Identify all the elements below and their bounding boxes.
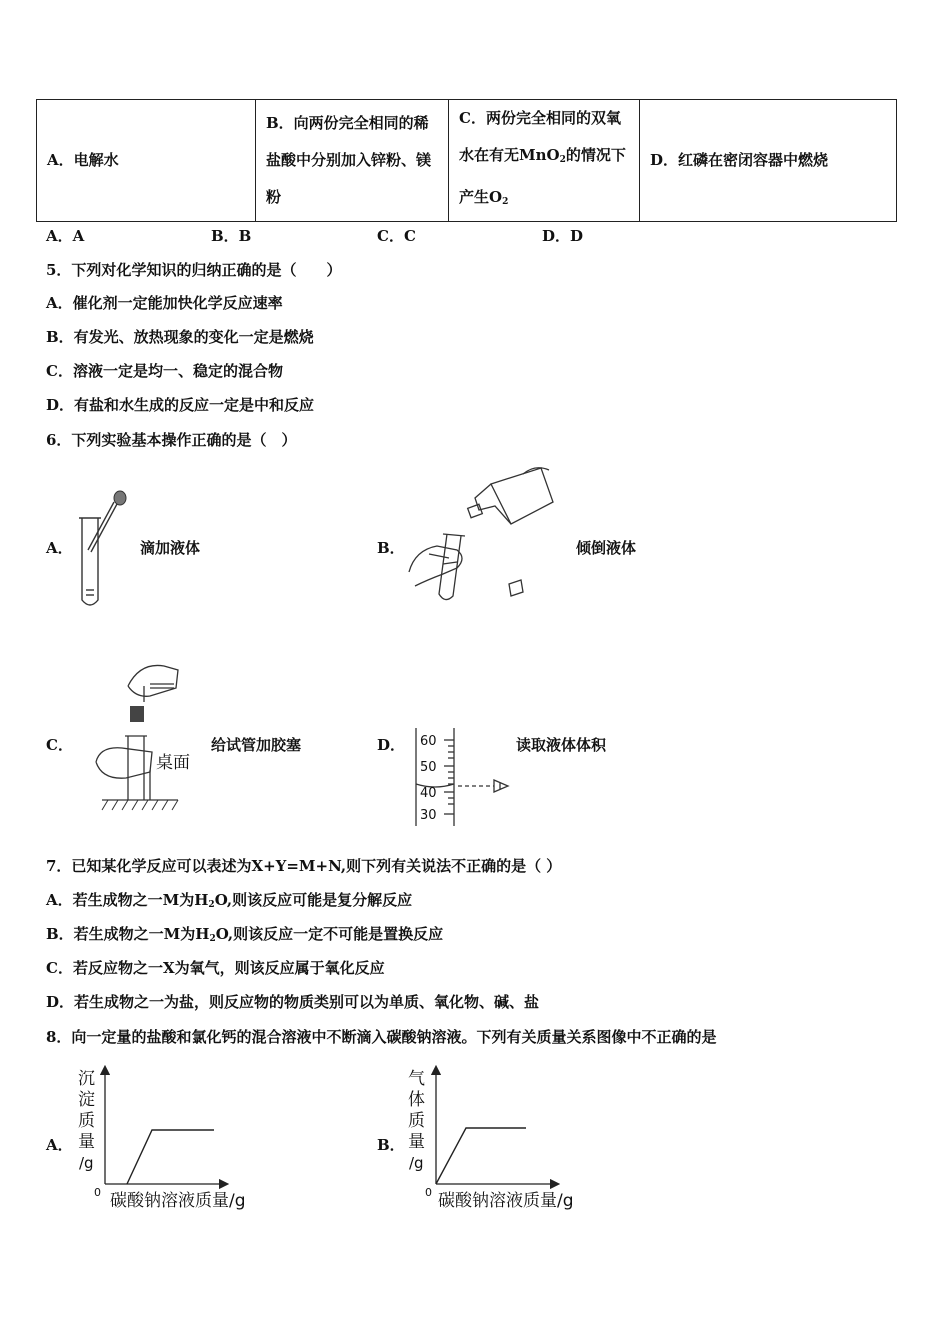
q4-answer-d[interactable]: D．D (542, 227, 584, 245)
q7-option-b-text2: O,则该反应一定不可能是置换反应 (215, 925, 444, 943)
tick-label-40: 40 (420, 786, 437, 801)
q4-cell-d: D．红磷在密闭容器中燃烧 (640, 100, 897, 222)
q5-stem: 5．下列对化学知识的归纳正确的是（ ） (46, 261, 342, 279)
stopper-insertion-figure (92, 658, 202, 816)
tick-label-30: 30 (420, 808, 437, 823)
q6-option-c-caption: 给试管加胶塞 (211, 736, 302, 754)
q8-graph-a-ylabel-4: 量 (78, 1132, 95, 1152)
q6-option-b-caption: 倾倒液体 (576, 539, 637, 557)
q7-option-a[interactable] (46, 890, 412, 915)
q8-graph-b-unit: /g (409, 1154, 424, 1172)
q8-option-b-letter[interactable]: B． (377, 1136, 405, 1154)
q5-option-d[interactable]: D．有盐和水生成的反应一定是中和反应 (46, 396, 315, 414)
q8-stem: 8．向一定量的盐酸和氯化钙的混合溶液中不断滴入碳酸钠溶液。下列有关质量关系图像中不正确的是 (46, 1028, 717, 1046)
q4-cell-c-sub1: 2 (559, 155, 566, 165)
q6-option-c-letter[interactable]: C． (46, 736, 73, 754)
q8-graph-b-ylabel-3: 质 (408, 1111, 425, 1131)
q8-graph-b-origin: 0 (425, 1186, 432, 1199)
q6-option-d-letter[interactable]: D． (377, 736, 406, 754)
q8-graph-b-curve (436, 1128, 526, 1184)
q6-option-a-caption: 滴加液体 (140, 539, 201, 557)
q4-cell-c (449, 100, 640, 222)
q8-graph-b-ylabel-1: 气 (408, 1069, 425, 1089)
q8-graph-b (400, 1064, 590, 1214)
q6-option-d-caption: 读取液体体积 (516, 736, 607, 754)
q5-option-a[interactable]: A．催化剂一定能加快化学反应速率 (46, 294, 283, 312)
q4-cell-a: A．电解水 (37, 100, 256, 222)
q7-option-a-text2: O,则该反应可能是复分解反应 (214, 891, 413, 909)
q5-option-b[interactable]: B．有发光、放热现象的变化一定是燃烧 (46, 328, 314, 346)
q4-option-table (36, 99, 897, 222)
q5-option-c[interactable]: C．溶液一定是均一、稳定的混合物 (46, 362, 283, 380)
q8-graph-a-xlabel: 碳酸钠溶液质量/g (110, 1191, 246, 1211)
q8-graph-b-xlabel: 碳酸钠溶液质量/g (438, 1191, 574, 1211)
q7-option-b[interactable] (46, 924, 443, 949)
q8-graph-a-ylabel-1: 沉 (78, 1069, 95, 1089)
q4-cell-c-text2: 的情况下产生O (459, 146, 626, 206)
q6-option-a-letter[interactable]: A． (46, 539, 73, 557)
q7-option-c[interactable]: C．若反应物之一X为氧气，则该反应属于氧化反应 (46, 959, 385, 977)
q7-option-b-text1: B．若生成物之一M为H (46, 925, 210, 943)
q8-graph-b-ylabel-2: 体 (408, 1090, 425, 1110)
pouring-liquid-figure (403, 462, 558, 607)
q8-graph-a-origin: 0 (94, 1186, 101, 1199)
q7-option-a-sub: 2 (208, 900, 215, 910)
q7-stem: 7．已知某化学反应可以表述为X+Y=M+N,则下列有关说法不正确的是（ ） (46, 857, 562, 875)
q7-option-b-sub: 2 (209, 934, 216, 944)
q4-cell-b: B．向两份完全相同的稀盐酸中分别加入锌粉、镁粉 (256, 100, 449, 222)
q4-cell-c-text1: C．两份完全相同的双氧水在有无MnO (459, 109, 621, 164)
q4-cell-c-sub2: 2 (502, 197, 509, 207)
dropper-tube-figure (72, 488, 134, 614)
q6-option-b-letter[interactable]: B． (377, 539, 405, 557)
q8-graph-a (72, 1064, 262, 1214)
q7-option-d[interactable]: D．若生成物之一为盐，则反应物的物质类别可以为单质、氧化物、碱、盐 (46, 993, 540, 1011)
q8-graph-a-unit: /g (79, 1154, 94, 1172)
q8-option-a-letter[interactable]: A． (46, 1136, 73, 1154)
measuring-cylinder-figure (410, 726, 515, 828)
desk-label: 桌面 (156, 753, 190, 773)
q8-graph-b-ylabel-4: 量 (408, 1132, 425, 1152)
q8-graph-a-ylabel-2: 淀 (78, 1090, 95, 1110)
q7-option-a-text1: A．若生成物之一M为H (46, 891, 209, 909)
q4-answer-c[interactable]: C．C (377, 227, 416, 245)
q6-stem: 6．下列实验基本操作正确的是（ ） (46, 431, 297, 449)
tick-label-60: 60 (420, 734, 437, 749)
q8-graph-a-curve (127, 1130, 214, 1184)
q4-answer-a[interactable]: A．A (46, 227, 85, 245)
tick-label-50: 50 (420, 760, 437, 775)
q4-answer-b[interactable]: B．B (211, 227, 252, 245)
q8-graph-a-ylabel-3: 质 (78, 1111, 95, 1131)
